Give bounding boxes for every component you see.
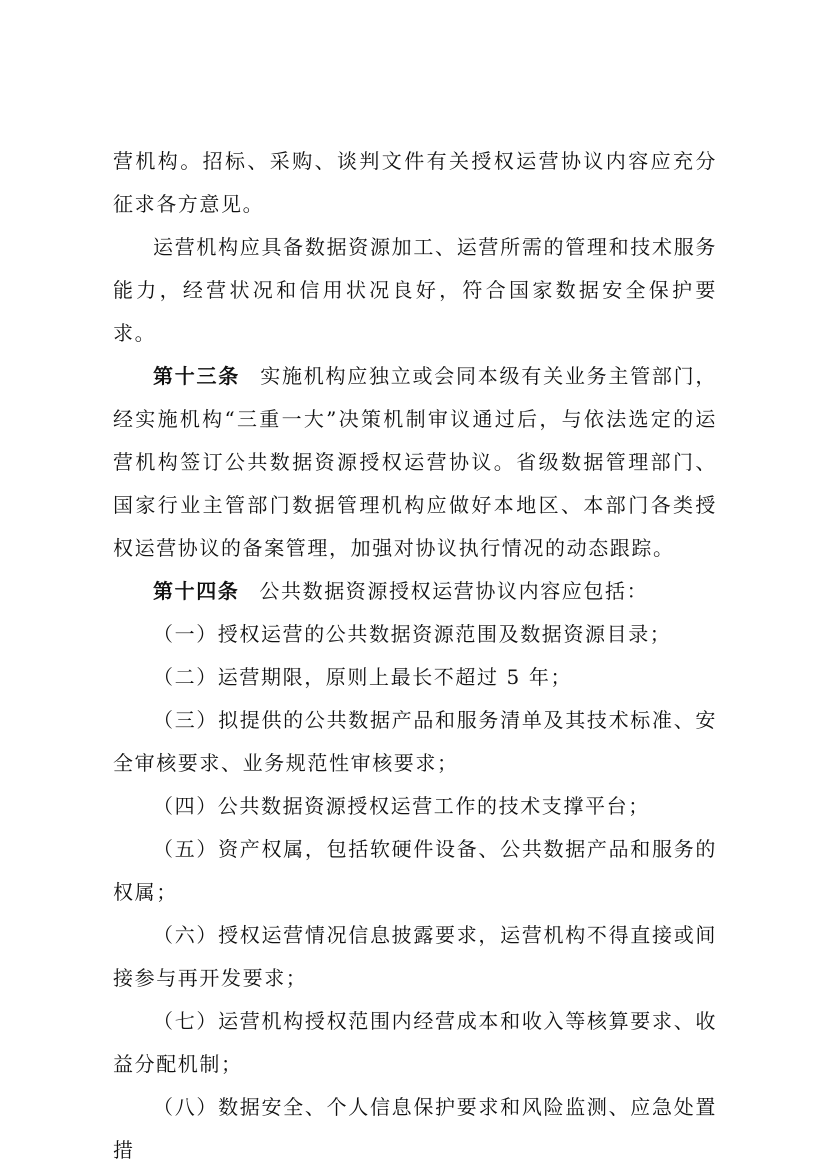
paragraph: 营机构。招标、采购、谈判文件有关授权运营协议内容应充分征求各方意见。 — [113, 149, 717, 216]
article-14-label: 第十四条 — [153, 579, 240, 603]
list-item: （五）资产权属，包括软硬件设备、公共数据产品和服务的权属； — [113, 837, 717, 904]
article-13 — [113, 355, 717, 570]
list-item: （七）运营机构授权范围内经营成本和收入等核算要求、收益分配机制； — [113, 1009, 717, 1076]
list-item: （四）公共数据资源授权运营工作的技术支撑平台； — [153, 794, 650, 818]
article-14-body: 公共数据资源授权运营协议内容应包括： — [259, 579, 649, 603]
list-item: （一）授权运营的公共数据资源范围及数据资源目录； — [153, 622, 672, 646]
list-item: （六）授权运营情况信息披露要求，运营机构不得直接或间接参与再开发要求； — [113, 923, 717, 990]
article-13-label: 第十三条 — [153, 364, 241, 388]
article-14 — [113, 570, 717, 613]
list-item: （二）运营期限，原则上最长不超过 5 年； — [153, 665, 573, 689]
article-13-body: 实施机构应独立或会同本级有关业务主管部门，经实施机构“三重一大”决策机制审议通过后，与依法选定的运营机构签订公共数据资源授权运营协议。省级数据管理部门、国家行业主管部门数据管理机构应做好本地区、本部门各类授权运营协议的备案管理，加强对协议执行情况的动态跟踪。 — [113, 364, 717, 560]
list-item: （八）数据安全、个人信息保护要求和风险监测、应急处置措 — [113, 1095, 717, 1162]
paragraph: 运营机构应具备数据资源加工、运营所需的管理和技术服务能力，经营状况和信用状况良好，符合国家数据安全保护要求。 — [113, 235, 717, 345]
list-item: （三）拟提供的公共数据产品和服务清单及其技术标准、安全审核要求、业务规范性审核要求； — [113, 708, 717, 775]
document-body — [113, 140, 717, 1172]
